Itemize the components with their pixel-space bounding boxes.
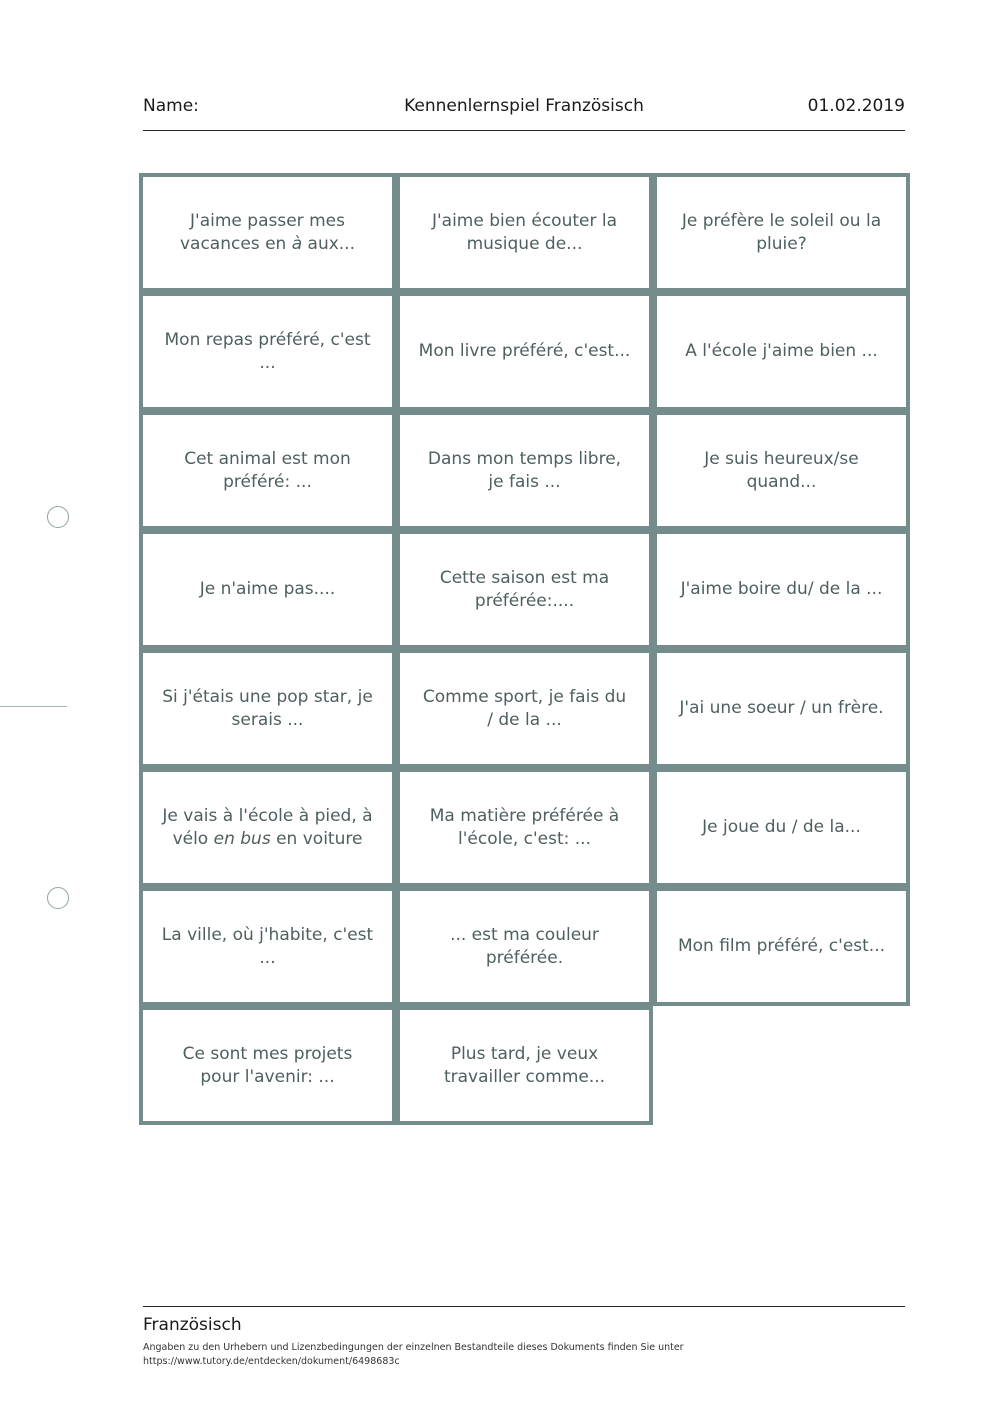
card-16: [139, 768, 396, 887]
card-text: Ma matière préférée à l'école, c'est: ...: [429, 805, 620, 849]
name-label: Name:: [143, 96, 199, 116]
card-text: La ville, où j'habite, c'est ...: [161, 924, 374, 968]
card-text: J'ai une soeur / un frère.: [679, 698, 884, 718]
card-17: [396, 768, 653, 887]
card-text: J'aime passer mes vacances en à aux...: [179, 210, 356, 254]
card-20: [396, 887, 653, 1006]
card-text: Ce sont mes projets pour l'avenir: ...: [182, 1043, 353, 1087]
card-text: Plus tard, je veux travailler comme...: [443, 1043, 606, 1087]
card-text: J'aime boire du/ de la ...: [680, 579, 883, 599]
card-text: Cet animal est mon préféré: ...: [184, 448, 351, 492]
card-text: Je préfère le soleil ou la pluie?: [681, 210, 882, 254]
card-text: Je joue du / de la...: [702, 817, 861, 837]
card-14: [396, 649, 653, 768]
card-text: Mon film préféré, c'est...: [677, 936, 886, 956]
card-7: [139, 411, 396, 530]
card-12: [653, 530, 910, 649]
card-text: J'aime bien écouter la musique de...: [431, 210, 618, 254]
page-header: [143, 94, 905, 131]
card-22: [139, 1006, 396, 1125]
page-footer: [143, 1306, 905, 1369]
card-18: [653, 768, 910, 887]
footer-subject: Französisch: [143, 1315, 242, 1335]
card-11: [396, 530, 653, 649]
card-text: ... est ma couleur préférée.: [450, 924, 599, 968]
card-6: [653, 292, 910, 411]
card-13: [139, 649, 396, 768]
card-text: Je suis heureux/se quand...: [704, 448, 859, 492]
card-text: Dans mon temps libre, je fais ...: [427, 448, 622, 492]
document-date: 01.02.2019: [807, 96, 905, 116]
punch-hole-top: [47, 506, 69, 528]
document-title: Kennenlernspiel Französisch: [404, 96, 644, 116]
card-10: [139, 530, 396, 649]
card-1: [139, 173, 396, 292]
card-3: [653, 173, 910, 292]
card-9: [653, 411, 910, 530]
card-text: Si j'étais une pop star, je serais ...: [162, 686, 373, 730]
card-text: Mon repas préféré, c'est ...: [164, 329, 371, 373]
license-note-text: Angaben zu den Urhebern und Lizenzbedingungen der einzelnen Bestandteile dieses Dokuments finden Sie unter: [143, 1342, 684, 1353]
card-15: [653, 649, 910, 768]
card-text: Mon livre préféré, c'est...: [418, 341, 631, 361]
footer-license-note: [143, 1341, 905, 1369]
card-text: A l'école j'aime bien ...: [685, 341, 878, 361]
card-8: [396, 411, 653, 530]
punch-hole-bottom: [47, 887, 69, 909]
card-5: [396, 292, 653, 411]
card-text: Je vais à l'école à pied, à vélo en bus en voiture: [162, 805, 373, 849]
license-note-url: https://www.tutory.de/entdecken/dokument/6498683c: [143, 1356, 400, 1367]
card-text: Comme sport, je fais du / de la ...: [422, 686, 627, 730]
card-23: [396, 1006, 653, 1125]
card-text: Cette saison est ma préférée:....: [439, 567, 610, 611]
card-19: [139, 887, 396, 1006]
card-4: [139, 292, 396, 411]
card-2: [396, 173, 653, 292]
card-text: Je n'aime pas....: [199, 579, 336, 599]
fold-mark: [0, 706, 67, 707]
card-21: [653, 887, 910, 1006]
